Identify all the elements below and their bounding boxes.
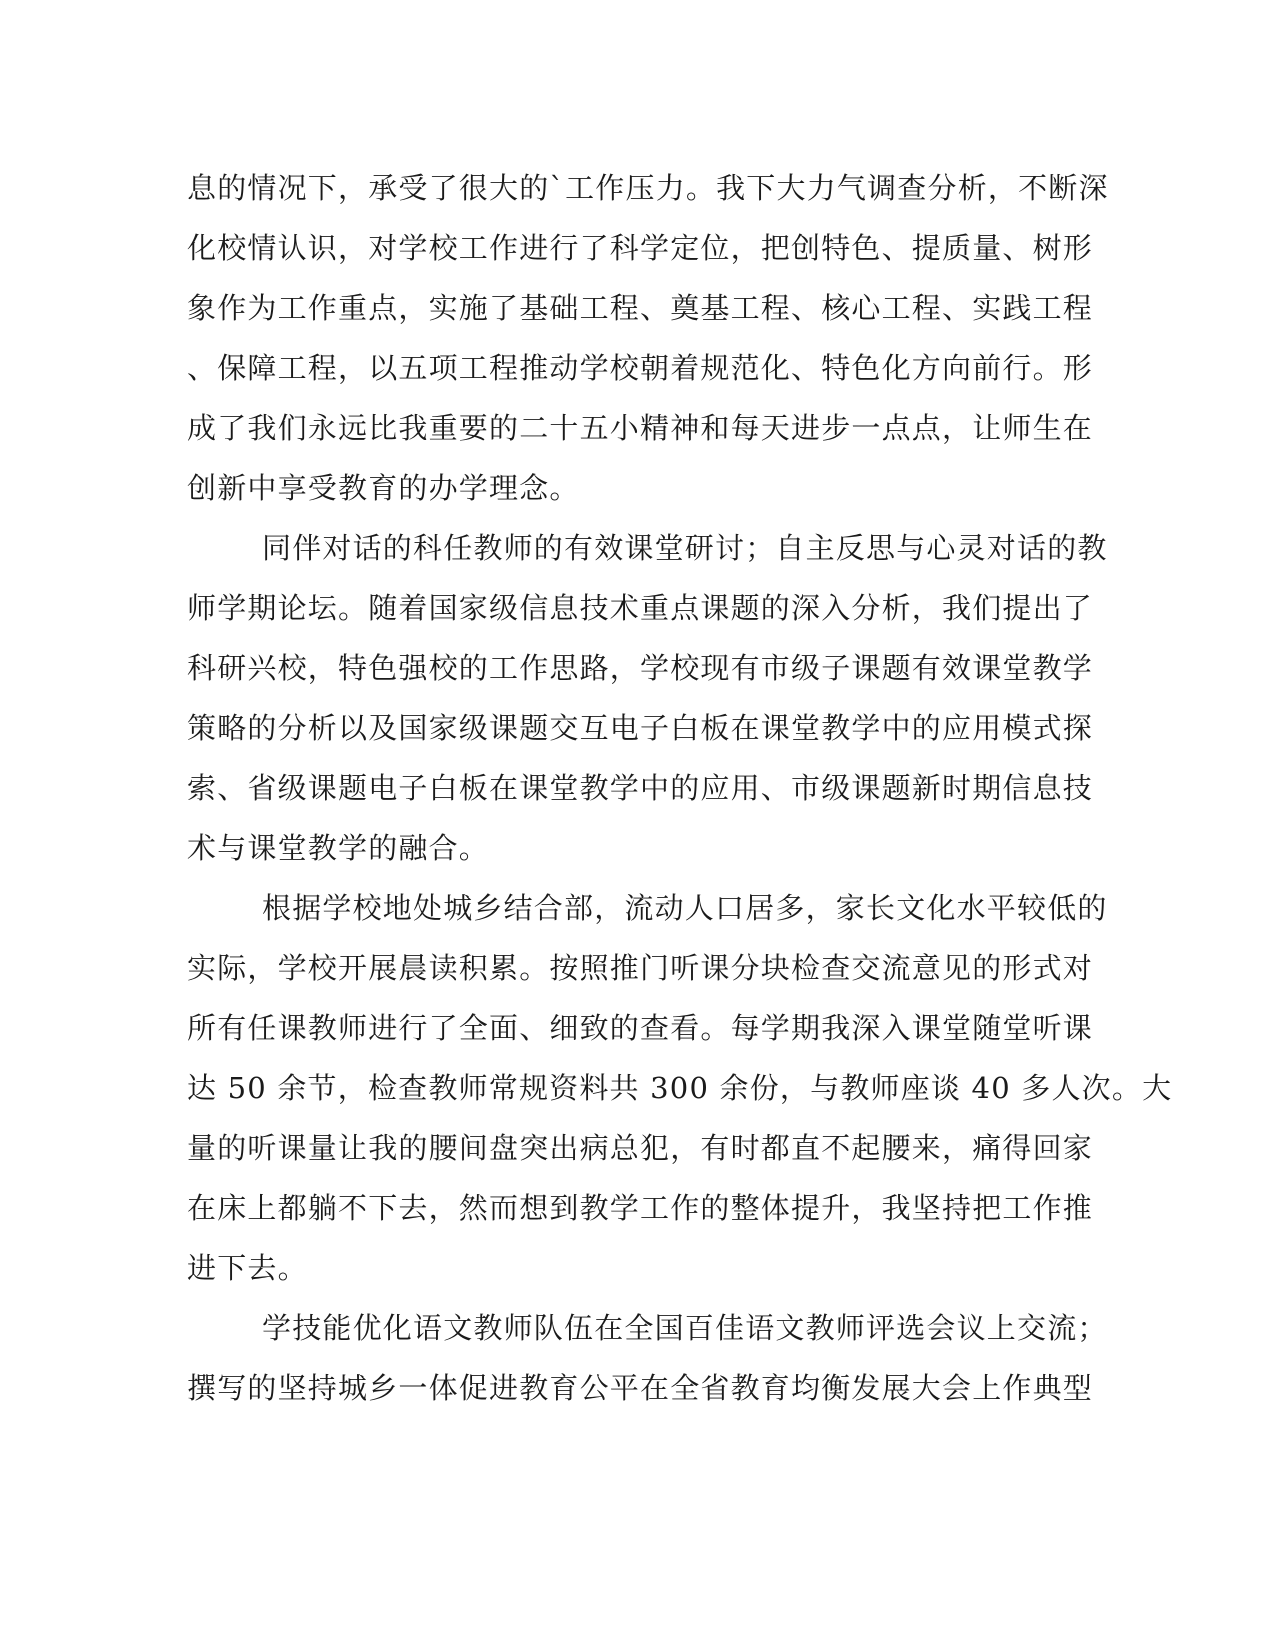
paragraph-line: 根据学校地处城乡结合部，流动人口居多，家长文化水平较低的 [262,891,1108,925]
paragraph-line: 创新中享受教育的办学理念。 [187,471,580,505]
paragraph-line: 师学期论坛。随着国家级信息技术重点课题的深入分析，我们提出了 [187,591,1094,625]
paragraph-line: 撰写的坚持城乡一体促进教育公平在全省教育均衡发展大会上作典型 [187,1371,1094,1405]
paragraph-line: 、保障工程，以五项工程推动学校朝着规范化、特色化方向前行。形 [187,351,1094,385]
paragraph-line: 索、省级课题电子白板在课堂教学中的应用、市级课题新时期信息技 [187,771,1094,805]
paragraph-line: 化校情认识，对学校工作进行了科学定位，把创特色、提质量、树形 [187,231,1094,265]
paragraph [187,1298,1108,1418]
paragraph-line: 策略的分析以及国家级课题交互电子白板在课堂教学中的应用模式探 [187,711,1094,745]
paragraph [187,158,1109,518]
paragraph-line: 量的听课量让我的腰间盘突出病总犯，有时都直不起腰来，痛得回家 [187,1131,1094,1165]
document-body [187,158,1173,1418]
paragraph-line: 学技能优化语文教师队伍在全国百佳语文教师评选会议上交流； [262,1311,1108,1345]
paragraph-line: 科研兴校，特色强校的工作思路，学校现有市级子课题有效课堂教学 [187,651,1094,685]
paragraph-line: 象作为工作重点，实施了基础工程、奠基工程、核心工程、实践工程 [187,291,1094,325]
paragraph-line: 达 50 余节，检查教师常规资料共 300 余份，与教师座谈 40 多人次。大 [187,1071,1173,1105]
paragraph-line: 成了我们永远比我重要的二十五小精神和每天进步一点点，让师生在 [187,411,1094,445]
paragraph-line: 息的情况下，承受了很大的`工作压力。我下大力气调查分析，不断深 [187,171,1109,205]
paragraph-line: 术与课堂教学的融合。 [187,831,490,865]
paragraph-line: 实际，学校开展晨读积累。按照推门听课分块检查交流意见的形式对 [187,951,1094,985]
paragraph [187,878,1173,1298]
paragraph-line: 在床上都躺不下去，然而想到教学工作的整体提升，我坚持把工作推 [187,1191,1094,1225]
paragraph-line: 所有任课教师进行了全面、细致的查看。每学期我深入课堂随堂听课 [187,1011,1094,1045]
paragraph-line: 同伴对话的科任教师的有效课堂研讨；自主反思与心灵对话的教 [262,531,1108,565]
paragraph-line: 进下去。 [187,1251,308,1285]
paragraph [187,518,1108,878]
